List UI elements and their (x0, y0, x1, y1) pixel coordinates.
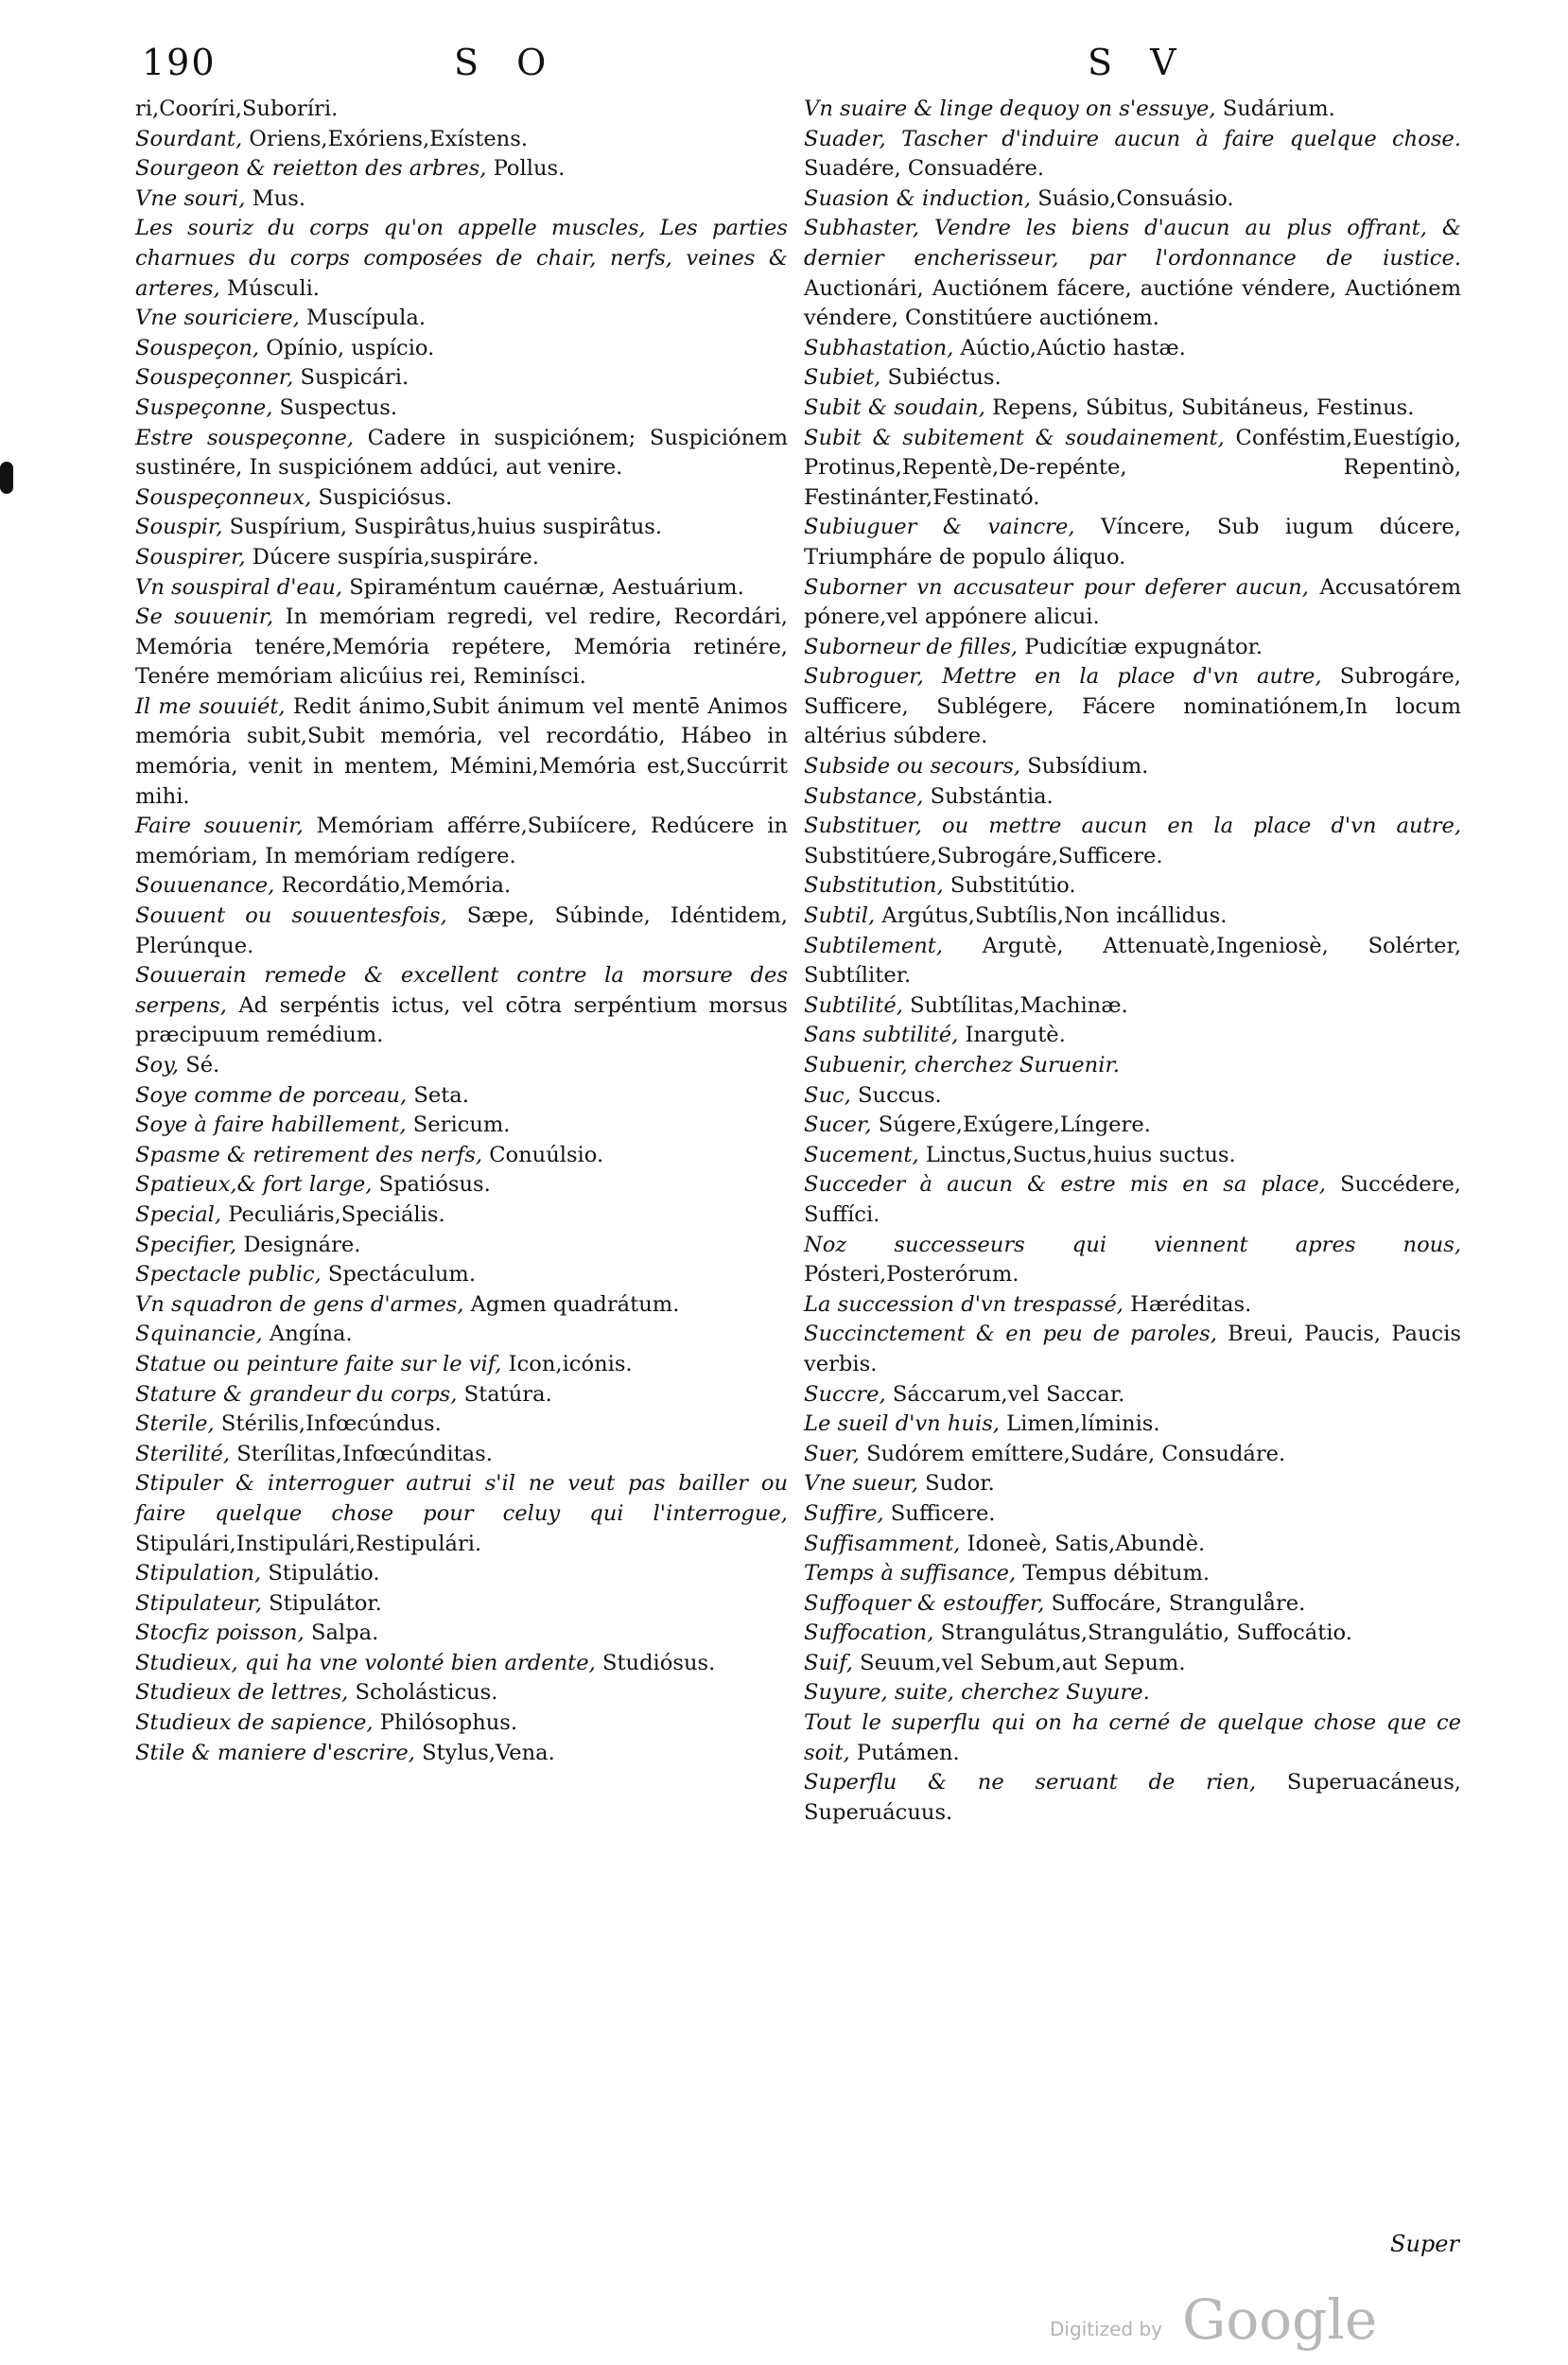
dictionary-entry (804, 1290, 1461, 1321)
entry-term: Souuent ou souuentesfois, (135, 903, 447, 929)
dictionary-entry (135, 1559, 788, 1589)
dictionary-entry (135, 1320, 788, 1350)
dictionary-entry (804, 1051, 1461, 1081)
dictionary-entry (135, 424, 788, 483)
entry-translation: Auctionári, Auctiónem fácere, auctióne véndere, Auctiónem véndere, Constitúere auctiónem. (804, 275, 1461, 331)
dictionary-entry (804, 334, 1461, 364)
dictionary-entry (804, 1530, 1461, 1560)
entry-translation: Cadere in suspiciónem; Suspiciónem sustinére, In suspiciónem addúci, aut venire. (135, 425, 788, 481)
entry-term: Vne souriciere, (135, 306, 300, 331)
entry-term: Se souuenir, (135, 604, 274, 630)
entry-term: Sourgeon & reietton des arbres, (135, 156, 487, 182)
running-header (142, 42, 1466, 98)
entry-term: Suader, Tascher d'induire aucun à faire quelque chose. (804, 126, 1461, 151)
entry-term: Studieux de sapience, (135, 1710, 374, 1736)
dictionary-entry (135, 1469, 788, 1559)
entry-term: Il me souuiét, (135, 693, 286, 719)
entry-translation: Suspiciósus. (311, 484, 453, 510)
entry-term: Sterilité, (135, 1441, 231, 1466)
dictionary-entry (804, 871, 1461, 902)
entry-term: Sans subtilité, (804, 1023, 959, 1048)
dictionary-entry (135, 1051, 788, 1081)
dictionary-entry (804, 1649, 1461, 1679)
entry-translation: Pósteri,Posterórum. (804, 1262, 1019, 1288)
entry-term: Estre souspeçonne, (135, 425, 355, 450)
entry-translation: Accusatórem pónere,vel appónere alicui. (804, 574, 1461, 630)
dictionary-entry (135, 1200, 788, 1231)
dictionary-entry (804, 214, 1461, 333)
dictionary-entry (804, 1708, 1461, 1768)
entry-translation: Argútus,Subtílis,Non incállidus. (875, 903, 1228, 929)
dictionary-entry (804, 752, 1461, 782)
entry-translation: Spatiósus. (372, 1172, 491, 1198)
entry-translation: Studiósus. (595, 1650, 716, 1675)
entry-translation: Músculi. (219, 275, 320, 301)
dictionary-entry (135, 1440, 788, 1470)
entry-translation: Sudórem emíttere,Sudáre, Consudáre. (859, 1441, 1286, 1466)
entry-translation: Conféstim,Euestígio, Protinus,Repentè,De-repénte, Repentinò, Festinánter,Festinató. (804, 425, 1461, 510)
entry-term: Soye à faire habillement, (135, 1112, 407, 1138)
dictionary-entry (135, 1231, 788, 1261)
entry-term: Vn suaire & linge dequoy on s'essuye, (804, 96, 1216, 121)
dictionary-entry (135, 1678, 788, 1708)
entry-term: Spatieux,& fort large, (135, 1172, 373, 1198)
entry-term: Vne souri, (135, 185, 246, 211)
dictionary-entry (804, 125, 1461, 184)
dictionary-entry (804, 1141, 1461, 1171)
entry-term: Superflu & ne seruant de rien, (804, 1770, 1257, 1796)
entry-translation: Scholásticus. (348, 1680, 498, 1706)
dictionary-entry (804, 1410, 1461, 1440)
entry-translation: Spiraméntum cauérnæ, Aestuárium. (342, 574, 744, 600)
entry-term: Subit & soudain, (804, 394, 985, 420)
entry-term: Suspeçonne, (135, 394, 273, 420)
dictionary-entry (804, 1499, 1461, 1530)
entry-translation: Linctus,Suctus,huius suctus. (918, 1142, 1236, 1167)
entry-term: Suborneur de filles, (804, 634, 1019, 659)
dictionary-entry (135, 214, 788, 304)
dictionary-entry (804, 1589, 1461, 1620)
entry-term: Spasme & retirement des nerfs, (135, 1142, 483, 1167)
entry-translation: Salpa. (304, 1620, 379, 1646)
dictionary-entry (804, 1619, 1461, 1649)
entry-term: Suborner vn accusateur pour deferer aucun, (804, 574, 1309, 600)
entry-translation: Sáccarum,vel Saccar. (885, 1381, 1125, 1407)
entry-term: Subtil, (804, 903, 876, 929)
entry-term: Faire souuenir, (135, 814, 304, 839)
dictionary-entry (135, 1410, 788, 1440)
dictionary-entry (804, 633, 1461, 663)
dictionary-entry (135, 1170, 788, 1200)
entry-term: Vn souspiral d'eau, (135, 574, 343, 600)
dictionary-entry (135, 1708, 788, 1739)
dictionary-entry (804, 394, 1461, 424)
entry-translation: In memóriam regredi, vel redire, Recordári, Memória tenére,Memória repétere, Memória retinére, Tenére memóriam alicúius rei, Reminísci. (135, 604, 788, 690)
entry-translation: Stylus,Vena. (414, 1740, 555, 1765)
entry-term: Suffocation, (804, 1620, 934, 1646)
entry-term: Souuerain remede & excellent contre la morsure des serpens, (135, 963, 788, 1018)
entry-translation: Icon,icónis. (501, 1351, 633, 1376)
entry-translation: Angína. (262, 1322, 353, 1347)
entry-translation: Seta. (407, 1082, 469, 1108)
entry-term: Souuenance, (135, 873, 275, 899)
entry-term: Sourdant, (135, 126, 243, 151)
entry-translation: Sudor. (918, 1471, 995, 1497)
entry-translation: Superuacáneus, Superuácuus. (804, 1770, 1461, 1825)
entry-translation: Dúcere suspíria,suspiráre. (245, 544, 539, 569)
dictionary-entry (135, 1290, 788, 1321)
entry-translation: Idoneè, Satis,Abundè. (960, 1531, 1206, 1556)
dictionary-entry (135, 961, 788, 1051)
dictionary-entry (135, 1081, 788, 1112)
dictionary-entry (804, 662, 1461, 752)
entry-translation: Putámen. (849, 1740, 960, 1765)
entry-term: Statue ou peinture faite sur le vif, (135, 1351, 502, 1376)
entry-term: Substituer, ou mettre aucun en la place d'vn autre, (804, 814, 1461, 839)
dictionary-entry (135, 1141, 788, 1171)
entry-translation: Oriens,Exóriens,Exístens. (242, 126, 529, 151)
dictionary-entry (804, 1021, 1461, 1051)
entry-translation: Spectáculum. (321, 1262, 477, 1288)
entry-term: Subuenir, cherchez Suruenir. (804, 1053, 1120, 1077)
entry-translation: Subiéctus. (880, 365, 1002, 391)
entry-translation: Strangulátus,Strangulátio, Suffocátio. (933, 1620, 1352, 1646)
entry-term: Studieux de lettres, (135, 1680, 349, 1706)
dictionary-entry (804, 1170, 1461, 1230)
entry-term: Souspeçon, (135, 335, 260, 360)
dictionary-entry (804, 812, 1461, 871)
dictionary-entry (804, 1081, 1461, 1112)
dictionary-entry (804, 1231, 1461, 1290)
entry-translation: Pollus. (486, 156, 566, 182)
entry-term: Suif, (804, 1650, 853, 1675)
dictionary-entry (804, 902, 1461, 932)
entry-translation: Stérilis,Infœcúndus. (214, 1411, 442, 1437)
dictionary-entry (135, 692, 788, 812)
right-column (804, 95, 1461, 1828)
entry-translation: Súgere,Exúgere,Língere. (871, 1112, 1151, 1138)
entry-translation: Muscípula. (299, 306, 427, 331)
entry-term: Souspirer, (135, 544, 246, 569)
dictionary-entry (804, 782, 1461, 813)
dictionary-entry (135, 1260, 788, 1290)
entry-translation: Agmen quadrátum. (463, 1291, 680, 1317)
dictionary-entry (135, 871, 788, 902)
entry-term: Suc, (804, 1082, 851, 1108)
dictionary-entry (135, 1739, 788, 1769)
dictionary-entry (804, 363, 1461, 394)
entry-term: Substitution, (804, 873, 944, 899)
dictionary-entry (804, 1768, 1461, 1828)
entry-translation: Designáre. (236, 1232, 361, 1257)
entry-translation: Stipulári,Instipulári,Restipulári. (135, 1531, 482, 1556)
entry-term: Suasion & induction, (804, 185, 1032, 211)
dictionary-entry (804, 1111, 1461, 1141)
entry-term: Suffisamment, (804, 1531, 961, 1556)
entry-translation: Limen,líminis. (999, 1411, 1160, 1437)
dictionary-entry (135, 334, 788, 364)
entry-term: Subit & subitement & soudainement, (804, 425, 1225, 450)
entry-translation: Ad serpéntis ictus, vel cōtra serpéntium morsus præcipuum remédium. (135, 992, 788, 1048)
digitized-prefix: Digitized by (1050, 2318, 1162, 2340)
entry-term: Subhaster, Vendre les biens d'aucun au plus offrant, & dernier encherisseur, par l'ordonnance de iustice. (804, 216, 1461, 271)
entry-term: Special, (135, 1201, 222, 1227)
entry-translation: Breui, Paucis, Paucis verbis. (804, 1322, 1461, 1376)
entry-term: Vne sueur, (804, 1471, 918, 1497)
entry-translation: Stipulátio. (261, 1561, 380, 1586)
entry-translation: Subsídium. (1020, 754, 1149, 780)
entry-term: Les souriz du corps qu'on appelle muscles, Les parties charnues du corps composées de chair, nerfs, veines & arteres, (135, 216, 788, 301)
entry-term: Subroguer, Mettre en la place d'vn autre, (804, 664, 1322, 690)
header-left-letters: S O (454, 42, 560, 83)
google-logo: Google (1182, 2287, 1378, 2352)
entry-term: Succeder à aucun & estre mis en sa place, (804, 1172, 1326, 1198)
entry-translation: Statúra. (457, 1381, 552, 1407)
entry-term: Stocfiz poisson, (135, 1620, 305, 1646)
entry-translation: Hæréditas. (1123, 1291, 1252, 1317)
entry-translation: Seuum,vel Sebum,aut Sepum. (853, 1650, 1186, 1675)
dictionary-entry (135, 304, 788, 334)
entry-translation: Peculiáris,Speciális. (221, 1201, 445, 1227)
dictionary-entry (804, 1559, 1461, 1589)
dictionary-entry (804, 991, 1461, 1022)
entry-translation: Substitúere,Subrogáre,Sufficere. (804, 843, 1163, 868)
entry-term: Temps à suffisance, (804, 1561, 1017, 1586)
entry-translation: ri,Cooríri,Suboríri. (135, 96, 339, 121)
entry-term: Studieux, qui ha vne volonté bien ardente, (135, 1650, 596, 1675)
entry-translation: Stipulátor. (262, 1590, 382, 1616)
entry-term: Subiet, (804, 365, 881, 391)
entry-term: Suyure, suite, cherchez Suyure. (804, 1680, 1150, 1706)
entry-translation: Subtílitas,Machinæ. (902, 992, 1128, 1018)
entry-translation: Sufficere. (883, 1500, 996, 1526)
entry-term: Succre, (804, 1381, 886, 1407)
left-column (135, 95, 788, 1768)
entry-translation: Suffocáre, Strangulåre. (1044, 1590, 1306, 1616)
entry-translation: Suspírium, Suspirâtus,huius suspirâtus. (222, 515, 663, 540)
entry-term: Suffoquer & estouffer, (804, 1590, 1045, 1616)
entry-translation: Memóriam afférre,Subiícere, Redúcere in memóriam, In memóriam redígere. (135, 814, 789, 868)
entry-translation: Recordátio,Memória. (274, 873, 512, 899)
entry-term: Suffire, (804, 1500, 884, 1526)
dictionary-entry (135, 95, 788, 125)
entry-term: Subtilement, (804, 933, 944, 958)
dictionary-entry (804, 573, 1461, 633)
entry-term: Le sueil d'vn huis, (804, 1411, 1000, 1437)
entry-term: Stipulation, (135, 1561, 262, 1586)
dictionary-entry (135, 184, 788, 215)
entry-translation: Sterílitas,Infœcúnditas. (230, 1441, 493, 1466)
dictionary-entry (135, 902, 788, 961)
entry-term: Subhastation, (804, 335, 954, 360)
dictionary-entry (135, 1619, 788, 1649)
entry-translation: Suadére, Consuadére. (804, 156, 1045, 182)
dictionary-entry (135, 1380, 788, 1410)
entry-translation: Víncere, Sub iugum dúcere, Triumpháre de populo áliquo. (804, 515, 1461, 569)
page-number: 190 (142, 42, 217, 83)
entry-translation: Philósophus. (373, 1710, 518, 1736)
entry-translation: Mus. (245, 185, 306, 211)
dictionary-entry (135, 154, 788, 184)
entry-term: Subiuguer & vaincre, (804, 515, 1075, 540)
margin-ink-mark (0, 462, 13, 494)
dictionary-entry (135, 513, 788, 543)
dictionary-entry (135, 363, 788, 394)
dictionary-entry (135, 1589, 788, 1620)
dictionary-entry (135, 394, 788, 424)
entry-term: Stature & grandeur du corps, (135, 1381, 458, 1407)
dictionary-entry (804, 1380, 1461, 1410)
dictionary-entry (135, 573, 788, 604)
entry-term: Spectacle public, (135, 1262, 322, 1288)
entry-term: Sucer, (804, 1112, 872, 1138)
entry-term: Suer, (804, 1441, 860, 1466)
entry-translation: Suspicári. (293, 365, 409, 391)
dictionary-entry (135, 603, 788, 692)
entry-translation: Succédere, Suffíci. (804, 1172, 1461, 1227)
entry-translation: Substitútio. (943, 873, 1076, 899)
dictionary-entry (804, 932, 1461, 991)
entry-translation: Succus. (850, 1082, 942, 1108)
entry-translation: Aúctio,Aúctio hastæ. (953, 335, 1186, 360)
entry-translation: Conuúlsio. (482, 1142, 604, 1167)
entry-translation: Repens, Súbitus, Subitáneus, Festinus. (984, 394, 1415, 420)
entry-translation: Suspectus. (272, 394, 398, 420)
entry-term: Souspeçonneux, (135, 484, 312, 510)
entry-term: Vn squadron de gens d'armes, (135, 1291, 464, 1317)
entry-term: Substance, (804, 783, 924, 809)
dictionary-entry (135, 543, 788, 573)
dictionary-entry (804, 95, 1461, 125)
entry-term: Stipulateur, (135, 1590, 262, 1616)
dictionary-entry (804, 1440, 1461, 1470)
dictionary-entry (804, 1469, 1461, 1499)
entry-translation: Subrogáre, Sufficere, Sublégere, Fácere nominatiónem,In locum altérius súbdere. (804, 664, 1461, 749)
entry-term: La succession d'vn trespassé, (804, 1291, 1124, 1317)
entry-translation: Tempus débitum. (1016, 1561, 1211, 1586)
entry-translation: Redit ánimo,Subit ánimum vel mentē Animos memória subit,Subit memória, vel recordátio, Hábeo in memória, venit in mentem, Mémini,Memória est,Succúrrit mihi. (135, 693, 788, 809)
entry-term: Stile & maniere d'escrire, (135, 1740, 415, 1765)
entry-translation: Sé. (179, 1053, 220, 1077)
dictionary-entry (135, 483, 788, 514)
entry-translation: Inargutè. (958, 1023, 1066, 1048)
entry-translation: Sericum. (406, 1112, 511, 1138)
dictionary-entry (804, 1678, 1461, 1708)
dictionary-entry (804, 513, 1461, 572)
entry-term: Subtilité, (804, 992, 903, 1018)
dictionary-entry (804, 1320, 1461, 1379)
entry-term: Specifier, (135, 1232, 237, 1257)
entry-translation: Suásio,Consuásio. (1031, 185, 1234, 211)
entry-translation: Sæpe, Súbinde, Idéntidem, Plerúnque. (135, 903, 788, 958)
dictionary-entry (135, 125, 788, 155)
dictionary-entry (135, 812, 788, 871)
entry-term: Succinctement & en peu de paroles, (804, 1322, 1217, 1347)
dictionary-entry (135, 1350, 788, 1380)
entry-term: Soye comme de porceau, (135, 1082, 408, 1108)
entry-term: Souspir, (135, 515, 223, 540)
entry-term: Sucement, (804, 1142, 919, 1167)
entry-term: Stipuler & interroguer autrui s'il ne veut pas bailler ou faire quelque chose pour celuy qui l'interrogue, (135, 1471, 788, 1526)
entry-term: Subside ou secours, (804, 754, 1021, 780)
dictionary-entry (135, 1111, 788, 1141)
entry-term: Sterile, (135, 1411, 215, 1437)
entry-translation: Opínio, uspício. (259, 335, 435, 360)
dictionary-entry (804, 424, 1461, 514)
entry-term: Soy, (135, 1053, 180, 1077)
entry-term: Squinancie, (135, 1322, 263, 1347)
entry-translation: Substántia. (923, 783, 1054, 809)
entry-term: Tout le superflu qui on ha cerné de quelque chose que ce soit, (804, 1710, 1461, 1765)
entry-translation: Argutè, Attenuatè,Ingeniosè, Solérter, Subtíliter. (804, 933, 1461, 989)
dictionary-entry (804, 184, 1461, 215)
entry-translation: Sudárium. (1215, 96, 1335, 121)
header-right-letters: S V (1088, 42, 1190, 83)
dictionary-entry (135, 1649, 788, 1679)
entry-term: Noz successeurs qui viennent apres nous, (804, 1232, 1461, 1257)
entry-term: Souspeçonner, (135, 365, 294, 391)
entry-translation: Pudicítiæ expugnátor. (1018, 634, 1263, 659)
catchword: Super (1390, 2231, 1459, 2257)
